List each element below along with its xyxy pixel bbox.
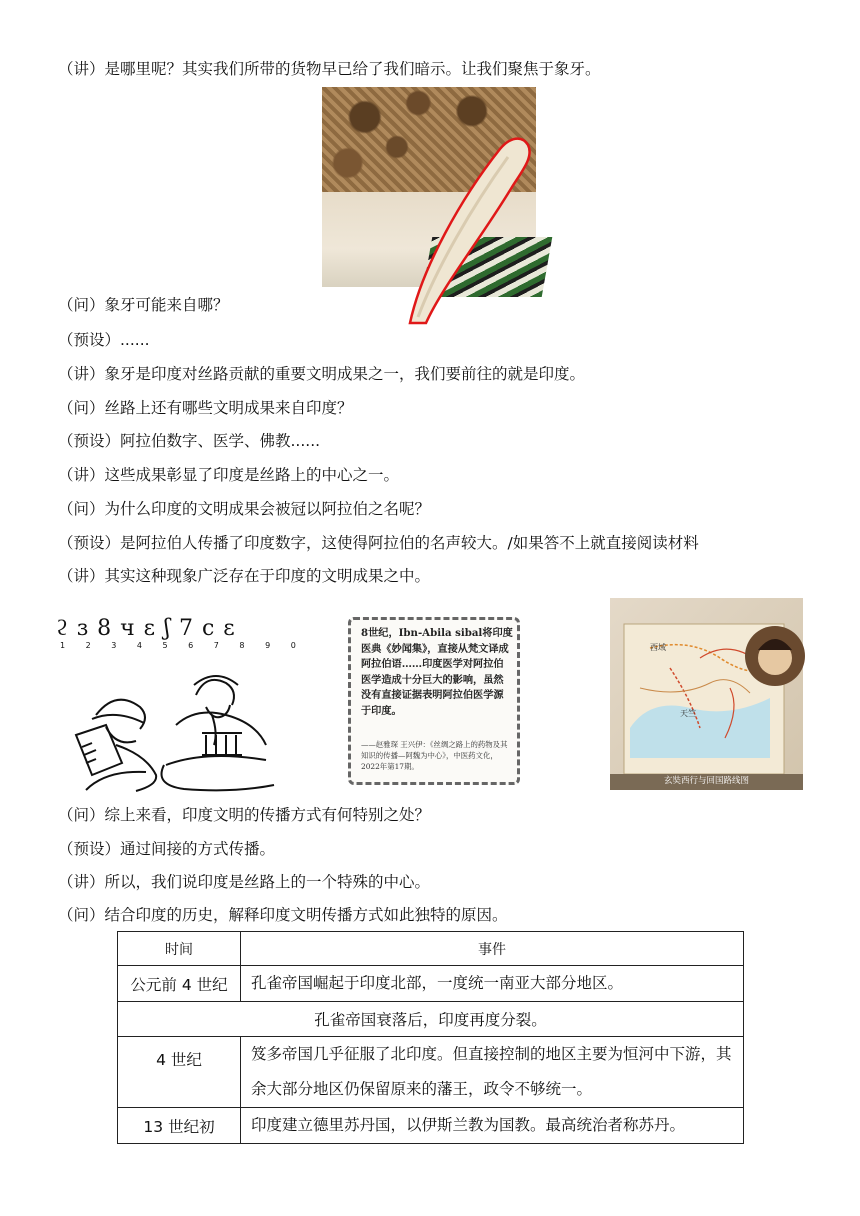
text-line: （问）为什么印度的文明成果会被冠以阿拉伯之名呢？	[58, 500, 431, 518]
text-line: （预设）阿拉伯数字、医学、佛教......	[58, 432, 321, 450]
table-row	[118, 1037, 744, 1108]
table-row	[118, 1002, 744, 1037]
numerals-glyphs: ϩ ɜ 8 ч ε ʃ 7 ϲ ε	[56, 616, 236, 641]
history-table	[117, 931, 744, 1144]
text-line: （问）丝路上还有哪些文明成果来自印度？	[58, 399, 353, 417]
quote-source: ——赵雅琛 王兴伊：《丝绸之路上的药物及其知识的传播—阿魏为中心》，中医药文化，2022年第17期。	[361, 740, 508, 771]
table-header-event: 事件	[241, 932, 744, 966]
table-cell-time: 13 世纪初	[118, 1108, 241, 1144]
map-label-xiyu: 西域	[650, 643, 666, 652]
table-row	[118, 1108, 744, 1144]
text-line: （预设）是阿拉伯人传播了印度数字，这使得阿拉伯的名声较大。/如果答不上就直接阅读材料	[58, 534, 699, 552]
quote-card	[348, 617, 520, 785]
xuanzang-route-map	[610, 598, 803, 790]
numerals-digits: 1 2 3 4 5 6 7 8 9 0	[60, 641, 305, 650]
text-line: （讲）所以，我们说印度是丝路上的一个特殊的中心。	[58, 873, 431, 891]
text-line: （讲）象牙是印度对丝路贡献的重要文明成果之一，我们要前往的就是印度。	[58, 365, 586, 383]
text-line: （预设）......	[58, 331, 150, 349]
text-line: （问）结合印度的历史，解释印度文明传播方式如此独特的原因。	[58, 906, 508, 924]
text-line: （讲）这些成果彰显了印度是丝路上的中心之一。	[58, 466, 400, 484]
quote-text: 8世纪，Ibn-Abila sibal将印度医典《妙闻集》，直接从梵文译成阿拉伯语……印度医学对阿拉伯医学造成十分巨大的影响，虽然没有直接证据表明阿拉伯医学源于印度。	[361, 627, 513, 717]
ivory-photo	[322, 87, 536, 287]
text-line: （预设）通过间接的方式传播。	[58, 840, 276, 858]
table-cell-time: 公元前 4 世纪	[118, 966, 241, 1002]
text-line: （问）综上来看，印度文明的传播方式有何特别之处？	[58, 806, 431, 824]
table-cell-merged: 孔雀帝国衰落后，印度再度分裂。	[118, 1002, 744, 1037]
table-header-time: 时间	[118, 932, 241, 966]
table-cell-event: 孔雀帝国崛起于印度北部，一度统一南亚大部分地区。	[241, 966, 744, 1002]
text-line: （问）象牙可能来自哪？	[58, 296, 229, 314]
table-cell-time: 4 世纪	[118, 1037, 241, 1108]
table-header-row	[118, 932, 744, 966]
map-caption: 玄奘西行与回国路线图	[663, 776, 749, 786]
table-cell-event: 印度建立德里苏丹国，以伊斯兰教为国教。最高统治者称苏丹。	[241, 1108, 744, 1144]
text-line: （讲）其实这种现象广泛存在于印度的文明成果之中。	[58, 567, 431, 585]
arabic-numerals-illustration	[56, 615, 305, 791]
table-row	[118, 966, 744, 1002]
table-cell-event: 笈多帝国几乎征服了北印度。但直接控制的地区主要为恒河中下游，其余大部分地区仍保留原来的藩王，政令不够统一。	[241, 1037, 744, 1108]
map-label-tianzhu: 天竺	[680, 709, 696, 718]
text-line: （讲）是哪里呢？其实我们所带的货物早已给了我们暗示。让我们聚焦于象牙。	[58, 60, 601, 78]
